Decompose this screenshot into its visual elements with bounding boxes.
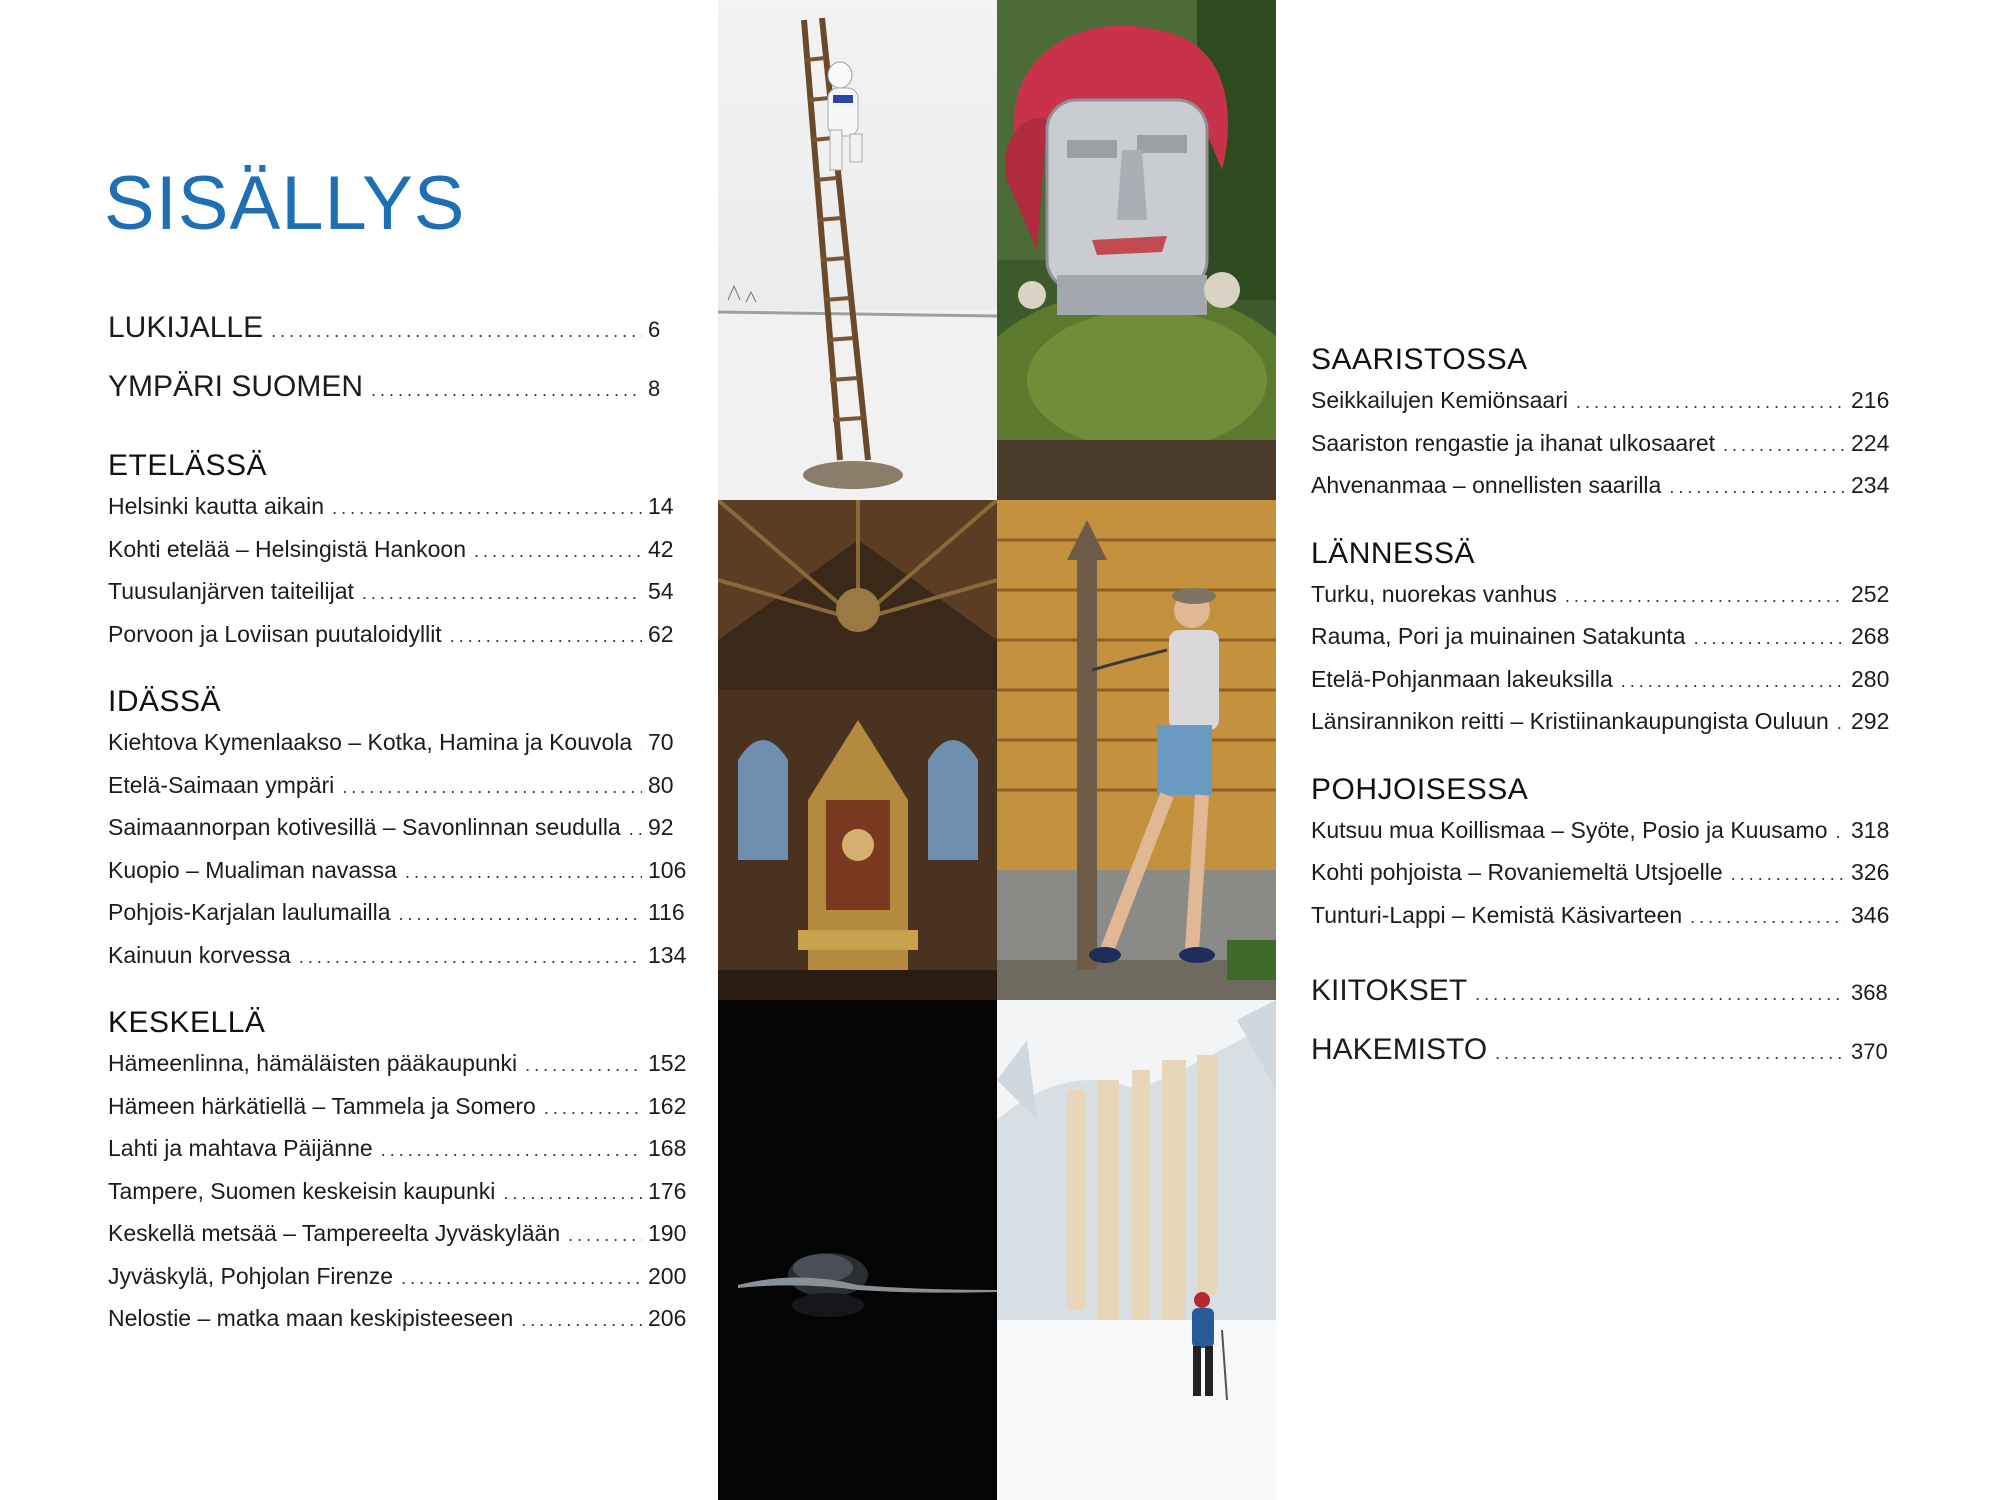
dot-leader bbox=[1837, 703, 1845, 744]
toc-entry-page: 206 bbox=[648, 1305, 687, 1331]
toc-entry-page: 134 bbox=[648, 941, 687, 968]
toc-entry-page: 14 bbox=[648, 493, 674, 519]
toc-entry[interactable] bbox=[1311, 423, 1891, 466]
toc-entry-title: YMPÄRI SUOMEN bbox=[108, 370, 364, 403]
toc-entry-page: 62 bbox=[648, 620, 674, 647]
toc-entry-page: 176 bbox=[648, 1177, 687, 1204]
toc-entry-title: Ahvenanmaa – onnellisten saarilla bbox=[1311, 472, 1662, 498]
toc-entry-page: 54 bbox=[648, 578, 674, 604]
photo-metal-head-sculpture bbox=[997, 0, 1276, 500]
toc-entry-ympari-suomen[interactable] bbox=[108, 359, 688, 418]
dot-leader bbox=[1694, 618, 1845, 659]
dot-leader bbox=[521, 1300, 642, 1341]
toc-entry-title: Pohjois-Karjalan laulumailla bbox=[108, 899, 391, 925]
toc-entry-page: 252 bbox=[1851, 580, 1890, 607]
toc-entry[interactable] bbox=[1311, 895, 1891, 938]
toc-entry-page: 70 bbox=[648, 729, 674, 755]
toc-entry[interactable] bbox=[108, 850, 688, 893]
dot-leader bbox=[450, 616, 642, 657]
toc-entry[interactable] bbox=[108, 892, 688, 935]
toc-entry-page: 318 bbox=[1851, 816, 1890, 843]
dot-leader bbox=[525, 1045, 642, 1086]
toc-entry-page: 346 bbox=[1851, 901, 1890, 928]
toc-entry-page: 326 bbox=[1851, 859, 1890, 885]
toc-entry[interactable] bbox=[108, 614, 688, 657]
toc-entry-title: Tampere, Suomen keskeisin kaupunki bbox=[108, 1177, 496, 1204]
toc-entry-title: Keskellä metsää – Tampereelta Jyväskylään bbox=[108, 1220, 561, 1246]
toc-entry-page: 368 bbox=[1851, 980, 1888, 1005]
toc-entry[interactable] bbox=[1311, 659, 1891, 702]
toc-entry-title: Kohti pohjoista – Rovaniemeltä Utsjoelle bbox=[1311, 859, 1723, 885]
toc-entry[interactable] bbox=[1311, 574, 1891, 617]
dot-leader bbox=[1621, 661, 1845, 702]
toc-entry-title: Rauma, Pori ja muinainen Satakunta bbox=[1311, 623, 1686, 649]
dot-leader bbox=[503, 1173, 642, 1214]
toc-entry-page: 216 bbox=[1851, 387, 1890, 413]
toc-entry[interactable] bbox=[1311, 465, 1891, 508]
toc-entry-title: Kohti etelää – Helsingistä Hankoon bbox=[108, 535, 467, 562]
toc-entry-page: 200 bbox=[648, 1262, 687, 1289]
dot-leader bbox=[271, 303, 642, 359]
toc-left-column bbox=[108, 300, 688, 1341]
dot-leader bbox=[299, 937, 642, 978]
toc-entry-title: Tunturi-Lappi – Kemistä Käsivarteen bbox=[1311, 901, 1683, 928]
dot-leader bbox=[544, 1088, 642, 1129]
dot-leader bbox=[1495, 1025, 1845, 1081]
toc-entry[interactable] bbox=[108, 1043, 688, 1086]
toc-entry-title: Kiehtova Kymenlaakso – Kotka, Hamina ja Kouvola bbox=[108, 729, 633, 755]
toc-entry[interactable] bbox=[108, 1298, 688, 1341]
toc-entry[interactable] bbox=[108, 765, 688, 808]
dot-leader bbox=[1576, 382, 1845, 423]
dot-leader bbox=[629, 809, 642, 850]
toc-entry-page: 268 bbox=[1851, 623, 1890, 649]
toc-entry[interactable] bbox=[1311, 380, 1891, 423]
section-heading-pohjoisessa: POHJOISESSA bbox=[1311, 772, 1529, 806]
toc-entry-page: 190 bbox=[648, 1220, 687, 1246]
photo-frozen-waterfall-hiker bbox=[997, 1000, 1276, 1500]
toc-entry-title: Porvoon ja Loviisan puutaloidyllit bbox=[108, 620, 442, 647]
dot-leader bbox=[1475, 966, 1845, 1022]
photo-astronaut-ladder bbox=[718, 0, 997, 500]
toc-entry-page: 106 bbox=[648, 856, 687, 883]
page-title: SISÄLLYS bbox=[104, 161, 466, 246]
toc-entry-title: HAKEMISTO bbox=[1311, 1033, 1488, 1066]
dot-leader bbox=[1690, 897, 1845, 938]
toc-entry-title: LUKIJALLE bbox=[108, 311, 264, 344]
toc-right-column bbox=[1311, 340, 1891, 1081]
dot-leader bbox=[399, 894, 642, 935]
toc-entry-page: 8 bbox=[648, 376, 661, 401]
dot-leader bbox=[332, 488, 642, 529]
toc-entry-page: 162 bbox=[648, 1092, 687, 1119]
dot-leader bbox=[1723, 425, 1845, 466]
toc-entry-page: 224 bbox=[1851, 429, 1890, 456]
toc-entry-page: 152 bbox=[648, 1050, 687, 1076]
toc-entry-title: Länsirannikon reitti – Kristiinankaupungista Ouluun bbox=[1311, 708, 1829, 734]
toc-entry-kiitokset[interactable] bbox=[1311, 963, 1891, 1022]
photo-seal-in-dark-water bbox=[718, 1000, 997, 1500]
toc-entry-page: 168 bbox=[648, 1135, 687, 1161]
toc-entry-page: 280 bbox=[1851, 665, 1890, 692]
dot-leader bbox=[1669, 467, 1845, 508]
photo-church-interior bbox=[718, 500, 997, 1000]
toc-entry-title: Kainuun korvessa bbox=[108, 941, 291, 968]
toc-entry-title: Kuopio – Mualiman navassa bbox=[108, 856, 397, 883]
dot-leader bbox=[342, 767, 642, 808]
toc-entry[interactable] bbox=[108, 1086, 688, 1129]
toc-entry-title: Etelä-Pohjanmaan lakeuksilla bbox=[1311, 665, 1613, 692]
section-heading-lannessa: LÄNNESSÄ bbox=[1311, 536, 1476, 570]
section-heading-idassa: IDÄSSÄ bbox=[108, 685, 222, 718]
toc-entry[interactable] bbox=[1311, 852, 1891, 895]
toc-entry[interactable] bbox=[108, 529, 688, 572]
toc-entry-lukijalle[interactable] bbox=[108, 300, 688, 359]
toc-entry[interactable] bbox=[108, 722, 688, 765]
toc-entry-title: Hämeenlinna, hämäläisten pääkaupunki bbox=[108, 1050, 518, 1076]
dot-leader bbox=[1731, 854, 1845, 895]
dot-leader bbox=[640, 724, 642, 765]
toc-entry-title: Hämeen härkätiellä – Tammela ja Somero bbox=[108, 1092, 536, 1119]
toc-entry[interactable] bbox=[108, 1171, 688, 1214]
toc-entry-title: Etelä-Saimaan ympäri bbox=[108, 771, 335, 798]
toc-entry-page: 92 bbox=[648, 814, 674, 840]
toc-entry[interactable] bbox=[1311, 701, 1891, 744]
toc-entry-title: Jyväskylä, Pohjolan Firenze bbox=[108, 1262, 394, 1289]
section-heading-keskella: KESKELLÄ bbox=[108, 1006, 266, 1039]
toc-entry[interactable] bbox=[108, 807, 688, 850]
dot-leader bbox=[474, 531, 642, 572]
photo-man-chained-to-post bbox=[997, 500, 1276, 1000]
toc-entry[interactable] bbox=[108, 935, 688, 978]
toc-entry-page: 292 bbox=[1851, 708, 1890, 734]
dot-leader bbox=[568, 1215, 642, 1256]
toc-entry-page: 80 bbox=[648, 771, 674, 798]
toc-entry-title: KIITOKSET bbox=[1311, 974, 1468, 1007]
dot-leader bbox=[362, 573, 642, 614]
toc-entry-title: Turku, nuorekas vanhus bbox=[1311, 580, 1557, 607]
toc-entry-page: 6 bbox=[648, 317, 661, 342]
dot-leader bbox=[405, 852, 642, 893]
dot-leader bbox=[401, 1258, 642, 1299]
toc-entry-title: Seikkailujen Kemiönsaari bbox=[1311, 387, 1568, 413]
toc-entry-title: Saimaannorpan kotivesillä – Savonlinnan seudulla bbox=[108, 814, 621, 840]
dot-leader bbox=[381, 1130, 642, 1171]
toc-entry[interactable] bbox=[108, 1128, 688, 1171]
dot-leader bbox=[371, 362, 642, 418]
dot-leader bbox=[1565, 576, 1845, 617]
toc-entry[interactable] bbox=[108, 486, 688, 529]
toc-entry[interactable] bbox=[108, 571, 688, 614]
toc-entry-page: 234 bbox=[1851, 472, 1890, 498]
dot-leader bbox=[1836, 812, 1846, 853]
toc-entry[interactable] bbox=[108, 1213, 688, 1256]
section-heading-saaristossa: SAARISTOSSA bbox=[1311, 343, 1528, 376]
toc-entry-page: 116 bbox=[648, 899, 685, 925]
toc-entry-title: Saariston rengastie ja ihanat ulkosaaret bbox=[1311, 429, 1716, 456]
section-heading-etelassa: ETELÄSSÄ bbox=[108, 449, 268, 482]
toc-entry-title: Tuusulanjärven taiteilijat bbox=[108, 578, 354, 604]
toc-entry[interactable] bbox=[1311, 810, 1891, 853]
toc-entry[interactable] bbox=[1311, 616, 1891, 659]
toc-entry-page: 370 bbox=[1851, 1039, 1888, 1064]
toc-entry[interactable] bbox=[108, 1256, 688, 1299]
toc-entry-title: Lahti ja mahtava Päijänne bbox=[108, 1135, 373, 1161]
toc-entry-hakemisto[interactable] bbox=[1311, 1022, 1891, 1081]
toc-entry-title: Helsinki kautta aikain bbox=[108, 493, 325, 519]
toc-entry-page: 42 bbox=[648, 535, 674, 562]
toc-entry-title: Kutsuu mua Koillismaa – Syöte, Posio ja Kuusamo bbox=[1311, 816, 1828, 843]
toc-entry-title: Nelostie – matka maan keskipisteeseen bbox=[108, 1305, 514, 1331]
